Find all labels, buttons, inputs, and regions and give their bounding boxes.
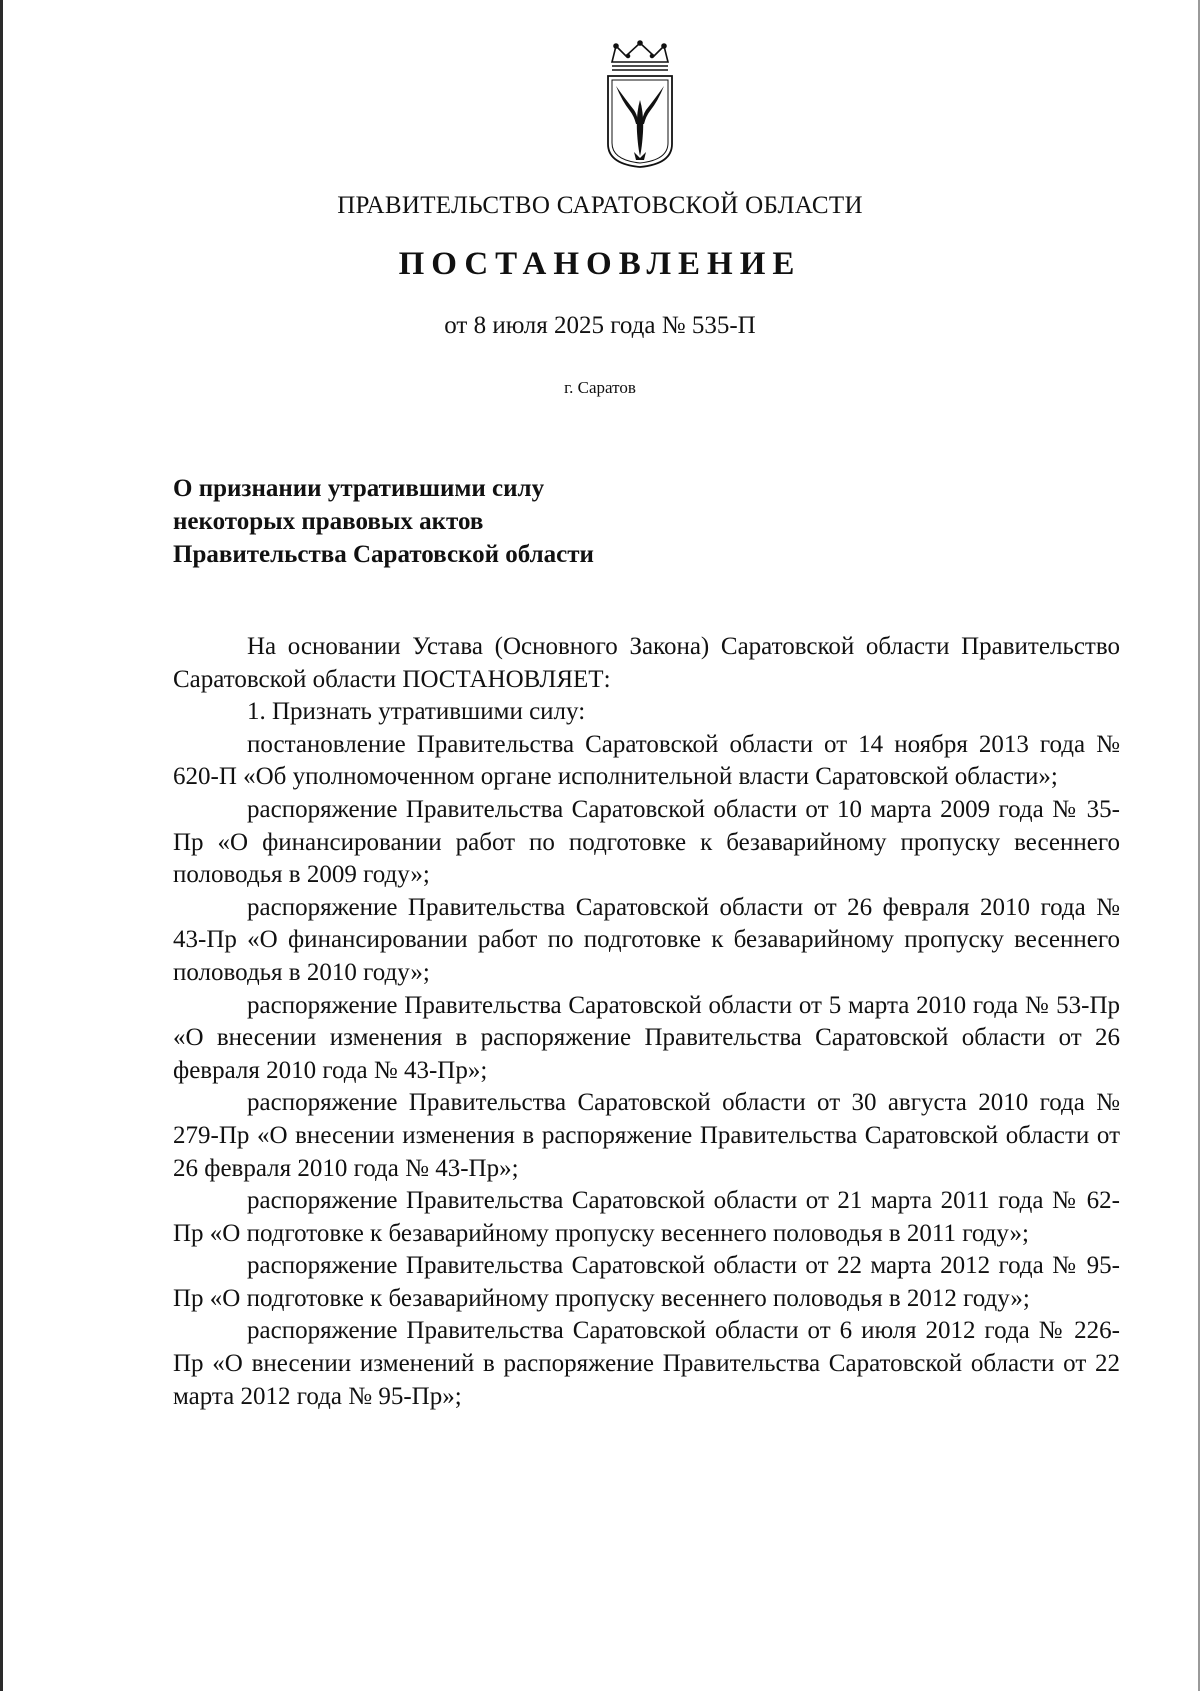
coat-of-arms-icon	[600, 40, 680, 170]
list-item: распоряжение Правительства Саратовской области от 26 февраля 2010 года № 43-Пр «О финансировании работ по подготовке к безаварийному пропуску весеннего половодья в 2010 году»;	[173, 893, 1120, 986]
document-city: г. Саратов	[564, 378, 636, 397]
subject-line: Правительства Саратовской области	[173, 541, 594, 568]
organization-name: ПРАВИТЕЛЬСТВО САРАТОВСКОЙ ОБЛАСТИ	[337, 192, 863, 219]
document-body	[173, 631, 1120, 1413]
document-date-number: от 8 июля 2025 года № 535-П	[444, 312, 756, 339]
list-item: распоряжение Правительства Саратовской области от 22 марта 2012 года № 95-Пр «О подготовке к безаварийному пропуску весеннего половодья в 2012 году»;	[173, 1252, 1120, 1312]
subject-line: некоторых правовых актов	[173, 508, 484, 535]
document-subject	[173, 472, 873, 571]
list-item: постановление Правительства Саратовской области от 14 ноября 2013 года № 620-П «Об уполномоченном органе исполнительной власти Саратовской области»;	[173, 730, 1120, 791]
list-item: распоряжение Правительства Саратовской области от 10 марта 2009 года № 35-Пр «О финансировании работ по подготовке к безаварийному пропуску весеннего половодья в 2009 году»;	[173, 795, 1120, 889]
subject-line: О признании утратившими силу	[173, 475, 545, 502]
list-item: распоряжение Правительства Саратовской области от 6 июля 2012 года № 226-Пр «О внесении изменений в распоряжение Правительства Саратовской области от 22 марта 2012 года № 95-Пр»;	[173, 1317, 1120, 1410]
list-item: распоряжение Правительства Саратовской области от 5 марта 2010 года № 53-Пр «О внесении изменения в распоряжение Правительства Саратовской области от 26 февраля 2010 года № 43-Пр»;	[173, 991, 1120, 1084]
clause-paragraph: 1. Признать утратившими силу:	[247, 698, 586, 726]
list-item: распоряжение Правительства Саратовской области от 30 августа 2010 года № 279-Пр «О внесении изменения в распоряжение Правительства Саратовской области от 26 февраля 2010 года № 43-Пр»;	[173, 1089, 1120, 1182]
document-type: ПОСТАНОВЛЕНИЕ	[398, 246, 802, 282]
preamble-paragraph: На основании Устава (Основного Закона) Саратовской области Правительство Саратовской области ПОСТАНОВЛЯЕТ:	[173, 633, 1120, 693]
list-item: распоряжение Правительства Саратовской области от 21 марта 2011 года № 62-Пр «О подготовке к безаварийному пропуску весеннего половодья в 2011 году»;	[173, 1187, 1120, 1247]
